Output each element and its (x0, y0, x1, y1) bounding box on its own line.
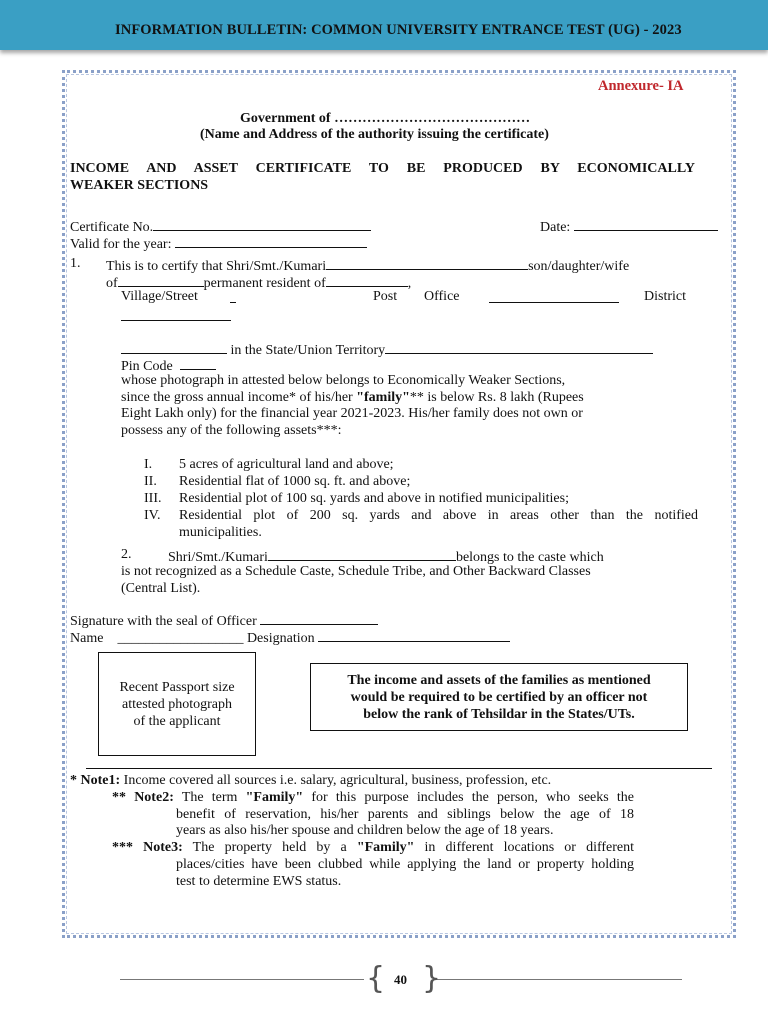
asset-text-1: 5 acres of agricultural land and above; (179, 457, 394, 472)
footer-bracket-left: { (366, 961, 386, 996)
note2-family-term: "Family" (245, 790, 304, 805)
page-number: 40 (394, 972, 407, 987)
paragraph-text: since the gross annual income* of his/her (121, 390, 353, 405)
authority-note: (Name and Address of the authority issuing the certificate) (200, 127, 549, 142)
note3-label: *** Note3: (112, 840, 183, 855)
note2-line3: years as also his/her spouse and children below the age of 18 years. (176, 823, 554, 838)
valid-label: Valid for the year: (70, 237, 172, 252)
paragraph-text-cont: ** is below Rs. 8 lakh (Rupees (409, 390, 584, 405)
note3-family-term: "Family" (356, 840, 415, 855)
state-field[interactable] (385, 340, 653, 354)
caste-applicant-field[interactable] (268, 547, 456, 561)
permanent-resident-label: permanent resident of (203, 276, 326, 291)
asset-num-3: III. (144, 491, 162, 506)
item2-line3: (Central List). (121, 581, 201, 596)
village-street-field[interactable] (230, 289, 236, 308)
name-field[interactable]: __________________ (117, 631, 244, 646)
notice-line1: The income and assets of the families as mentioned (347, 672, 651, 688)
asset-text-3: Residential plot of 100 sq. yards and above in notified municipalities; (179, 491, 569, 506)
item1-number: 1. (70, 256, 81, 271)
relation-label: son/daughter/wife (528, 259, 630, 274)
asset-text-4: Residential plot of 200 sq. yards and above in areas other than the notified (179, 508, 698, 523)
valid-year-field[interactable] (175, 234, 367, 248)
state-ut-label: in the State/Union Territory (230, 343, 386, 358)
item2-number: 2. (121, 547, 132, 562)
item2-tail: belongs to the caste which (455, 550, 604, 565)
note1-text: Income covered all sources i.e. salary, agricultural, business, profession, etc. (123, 773, 552, 788)
certificate-no-field[interactable] (153, 217, 371, 231)
signature-field[interactable] (260, 611, 378, 625)
pin-code-field[interactable] (180, 356, 216, 370)
note2-label: ** Note2: (112, 790, 174, 805)
footer-bracket-right: } (422, 961, 442, 996)
family-term: "family" (356, 390, 410, 405)
asset-num-4: IV. (144, 508, 161, 523)
parent-name-field[interactable] (118, 273, 204, 287)
asset-text-2: Residential flat of 1000 sq. ft. and above; (179, 474, 411, 489)
of-label: of (106, 276, 118, 291)
note2-line2: benefit of reservation, his/her parents and siblings below the age of 18 (176, 807, 634, 822)
officer-notice-box (310, 663, 688, 731)
applicant-name-field[interactable] (326, 256, 528, 270)
footer-rule-right (436, 979, 682, 980)
footer-rule-left (120, 979, 364, 980)
certificate-no-label: Certificate No. (70, 220, 154, 235)
note2-line1 (112, 790, 634, 806)
village-street-label: Village/Street (121, 289, 198, 304)
note2-text1: for this purpose includes the person, who seeks the (311, 790, 635, 805)
annexure-label: Annexure- IA (598, 78, 684, 94)
designation-label: Designation (246, 631, 315, 646)
item1-text: This is to certify that Shri/Smt./Kumari (106, 259, 327, 274)
resident-field[interactable] (326, 273, 408, 287)
paragraph-line3: Eight Lakh only) for the financial year 2021-2023. His/her family does not own or (121, 406, 583, 421)
notice-line2: would be required to be certified by an officer not (350, 689, 648, 705)
note2-pre: The term (181, 790, 238, 805)
note1 (70, 773, 551, 789)
name-label: Name (70, 631, 104, 646)
note3-pre: The property held by a (192, 840, 347, 855)
post-office-field[interactable] (489, 289, 619, 308)
note1-label: * Note1: (70, 773, 121, 788)
paragraph-line2 (121, 390, 584, 406)
date-label: Date: (540, 220, 571, 235)
notice-line3: below the rank of Tehsildar in the States/UTs. (363, 706, 635, 722)
photo-box-line3: of the applicant (133, 713, 221, 729)
photo-box[interactable] (98, 652, 256, 756)
item2-line2: is not recognized as a Schedule Caste, Schedule Tribe, and Other Backward Classes (121, 564, 591, 579)
date-row (540, 217, 718, 236)
government-line: Government of …………………………………… (240, 111, 531, 126)
note3-line3: test to determine EWS status. (176, 874, 342, 889)
district-field[interactable] (121, 307, 231, 326)
note3-line1 (112, 840, 634, 856)
bulletin-title: INFORMATION BULLETIN: COMMON UNIVERSITY ENTRANCE TEST (UG) - 2023 (115, 22, 682, 38)
paragraph-line4: possess any of the following assets***: (121, 423, 342, 438)
post-label: Post (373, 289, 398, 304)
office-label: Office (424, 289, 460, 304)
asset-num-2: II. (144, 474, 157, 489)
note3-text1: in different locations or different (424, 840, 635, 855)
district-label: District (644, 289, 686, 304)
notes-divider (86, 768, 712, 769)
designation-field[interactable] (318, 628, 510, 642)
valid-row (70, 234, 367, 253)
certificate-title-line2: WEAKER SECTIONS (70, 178, 209, 193)
asset-text-4-cont: municipalities. (179, 525, 262, 540)
certificate-title-line1: INCOME AND ASSET CERTIFICATE TO BE PRODUCED BY ECONOMICALLY (70, 161, 695, 176)
pin-code-label: Pin Code (121, 359, 173, 374)
district-name-field[interactable] (121, 340, 227, 354)
date-field[interactable] (574, 217, 718, 231)
note3-line2: places/cities have been clubbed while applying the land or property holding (176, 857, 634, 872)
item2-text: Shri/Smt./Kumari (168, 550, 268, 565)
asset-num-1: I. (144, 457, 153, 472)
signature-label: Signature with the seal of Officer (70, 614, 257, 629)
paragraph-line1: whose photograph in attested below belongs to Economically Weaker Sections, (121, 373, 566, 388)
name-row (70, 628, 510, 647)
comma: , (407, 276, 412, 291)
photo-box-line1: Recent Passport size (119, 679, 235, 695)
photo-box-line2: attested photograph (121, 696, 233, 712)
